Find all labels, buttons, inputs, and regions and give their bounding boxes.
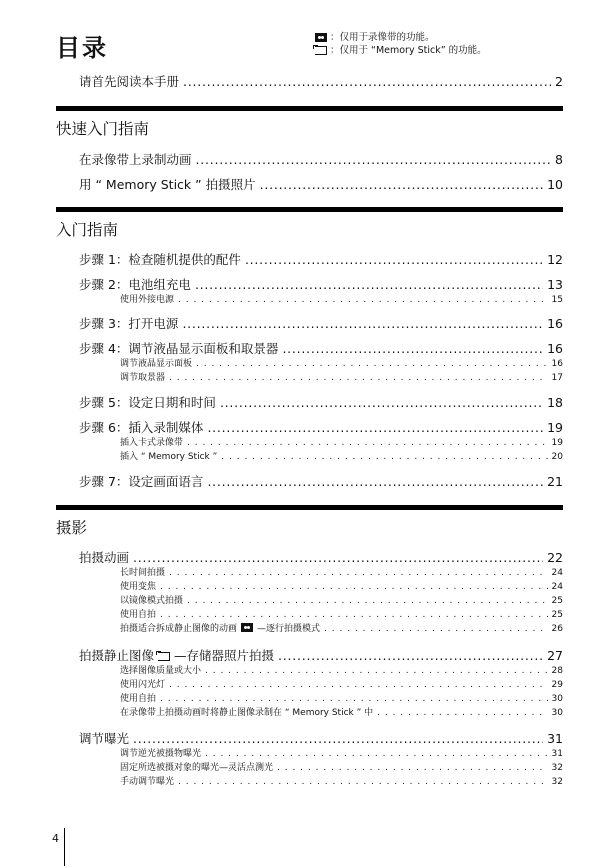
toc-subentry[interactable] [120,677,563,690]
page-title: 目录 [56,34,108,62]
icon-legend [315,31,487,57]
toc-entry-page: 15 [551,295,563,305]
toc-entry-label: 使用闪光灯 [120,680,166,690]
toc-entry[interactable] [79,472,563,490]
toc-entry[interactable] [79,175,563,193]
toc-entry-label: 拍摄动画 [79,550,130,565]
leader-dots [221,452,547,462]
toc-entry-page: 31 [551,749,563,759]
toc-entry-label: 插入卡式录像带 [120,438,184,448]
toc-entry-page: 19 [551,438,563,448]
toc-entry-label: 使用变焦 [120,582,157,592]
legend-tape [315,31,487,44]
toc-subentry[interactable] [120,565,563,578]
toc-entry-page: 29 [551,680,563,690]
toc-entry-label: 插入 “ Memory Stick ” [120,452,218,462]
toc-entry-label: 步骤 1：检查随机提供的配件 [79,252,241,267]
toc-entry-label: 步骤 7：设定画面语言 [79,474,204,489]
toc-entry-page: 32 [551,777,563,787]
toc-entry-label: 在录像带上拍摄动画时将静止图像录制在 “ Memory Stick ” 中 [120,708,374,718]
toc-entry-label: 步骤 5：设定日期和时间 [79,395,216,410]
memory-stick-icon [315,46,327,55]
leader-dots [282,341,543,356]
leader-dots [183,74,551,89]
leader-dots [169,568,548,578]
tape-icon [241,623,253,632]
legend-tape-text: ：仅用于录像带的功能。 [330,32,435,43]
toc-entry[interactable] [79,393,563,411]
toc-entry-page: 2 [555,74,563,89]
leader-dots [205,749,548,759]
leader-dots [277,763,548,773]
toc-entry-label: 步骤 6：插入录制媒体 [79,420,204,435]
toc-entry-label: 使用自拍 [120,610,157,620]
toc-entry-page: 10 [547,177,563,192]
toc-subentry[interactable] [120,663,563,676]
leader-dots [178,295,548,305]
toc-entry-page: 31 [547,731,563,746]
toc-entry[interactable] [79,275,563,293]
toc-entry-label: 调节液晶显示面板 [120,359,193,369]
toc-entry-page: 27 [547,648,563,663]
toc-entry-page: 21 [547,474,563,489]
leader-dots [377,708,547,718]
toc-entry-page: 25 [551,610,563,620]
toc-entry-page: 30 [551,708,563,718]
toc-subentry[interactable] [120,621,563,634]
toc-entry[interactable] [79,339,563,357]
section-heading-getting-started: 入门指南 [56,221,119,239]
leader-dots [133,550,543,565]
toc-entry-page: 24 [551,568,563,578]
toc-entry-page: 13 [547,277,563,292]
toc-entry-label: 用 “ Memory Stick ” 拍摄照片 [79,177,256,192]
section-rule [56,505,563,510]
leader-dots [187,596,548,606]
toc-entry-page: 16 [547,316,563,331]
leader-dots [169,680,548,690]
toc-entry-label: 调节曝光 [79,731,130,746]
leader-dots [169,373,548,383]
toc-entry-page: 20 [551,452,563,462]
leader-dots [260,177,544,192]
toc-entry-label [120,621,320,634]
toc-entry-page: 8 [555,152,563,167]
toc-entry-label: 步骤 2：电池组充电 [79,277,191,292]
toc-entry-label: 固定所选被摄对象的曝光—灵活点测光 [120,763,274,773]
toc-entry-label: 步骤 4：调节液晶显示面板和取景器 [79,341,279,356]
toc-subentry[interactable] [120,356,563,369]
toc-entry-page: 12 [547,252,563,267]
leader-dots [205,666,548,676]
toc-entry-label: 以镜像模式拍摄 [120,596,184,606]
toc-subentry[interactable] [120,579,563,592]
toc-entry[interactable] [79,418,563,436]
toc-entry-page: 25 [551,596,563,606]
toc-entry-page: 22 [547,550,563,565]
toc-entry-page: 28 [551,666,563,676]
toc-entry-page: 24 [551,582,563,592]
toc-entry-label-part: —存储器照片拍摄 [174,648,275,663]
tape-icon [315,33,327,42]
toc-entry-label: 长时间拍摄 [120,568,166,578]
leader-dots [160,610,548,620]
toc-subentry[interactable] [120,370,563,383]
leader-dots [196,359,548,369]
toc-entry-label-part: —逐行拍摄模式 [257,624,321,634]
leader-dots [207,474,543,489]
toc-entry[interactable] [79,150,563,168]
toc-subentry[interactable] [120,760,563,773]
toc-entry-page: 18 [547,395,563,410]
toc-subentry[interactable] [120,607,563,620]
toc-entry[interactable] [79,250,563,268]
leader-dots [160,582,548,592]
toc-subentry[interactable] [120,774,563,787]
toc-entry-label-part: 拍摄静止图像 [79,648,155,663]
section-heading-quick-start: 快速入门指南 [56,120,150,138]
leader-dots [278,648,543,663]
toc-subentry[interactable] [120,292,563,305]
leader-dots [220,395,543,410]
toc-entry-read-first[interactable] [79,72,563,90]
memory-stick-icon [158,652,170,661]
toc-entry-label: 请首先阅读本手册 [79,74,180,89]
toc-entry-page: 17 [551,373,563,383]
toc-entry-page: 19 [547,420,563,435]
toc-subentry[interactable] [120,435,563,448]
toc-entry-page: 32 [551,763,563,773]
toc-subentry[interactable] [120,449,563,462]
leader-dots [324,624,548,634]
leader-dots [196,152,552,167]
section-rule [56,207,563,212]
toc-entry-label: 步骤 3：打开电源 [79,316,179,331]
leader-dots [195,277,543,292]
toc-entry-label [79,646,274,664]
toc-entry-label: 调节取景器 [120,373,166,383]
leader-dots [245,252,543,267]
toc-entry-label: 使用自拍 [120,694,157,704]
toc-entry-label: 选择图像质量或大小 [120,666,202,676]
toc-entry-page: 16 [551,359,563,369]
toc-entry-label: 使用外接电源 [120,295,175,305]
toc-entry-label: 在录像带上录制动画 [79,152,192,167]
toc-entry-page: 16 [547,341,563,356]
leader-dots [178,777,548,787]
toc-subentry[interactable] [120,593,563,606]
leader-dots [187,438,548,448]
leader-dots [182,316,543,331]
toc-entry[interactable] [79,314,563,332]
toc-entry-label: 手动调节曝光 [120,777,175,787]
toc-entry-page: 30 [551,694,563,704]
toc-entry[interactable] [79,646,563,664]
toc-entry[interactable] [79,548,563,566]
toc-subentry[interactable] [120,705,563,718]
toc-subentry[interactable] [120,691,563,704]
toc-entry-label-part: 拍摄适合拆成静止图像的动画 [120,624,238,634]
page-edge-bar [64,828,65,866]
leader-dots [207,420,543,435]
toc-entry-label: 调节逆光被摄物曝光 [120,749,202,759]
toc-entry-page: 26 [551,624,563,634]
toc-subentry[interactable] [120,746,563,759]
section-rule [56,106,563,111]
page-number: 4 [52,832,59,845]
legend-memory-stick [315,44,487,57]
toc-entry[interactable] [79,729,563,747]
section-heading-shooting: 摄影 [56,519,88,537]
leader-dots [160,694,548,704]
legend-ms-text: ：仅用于 “Memory Stick” 的功能。 [330,45,487,56]
leader-dots [133,731,543,746]
